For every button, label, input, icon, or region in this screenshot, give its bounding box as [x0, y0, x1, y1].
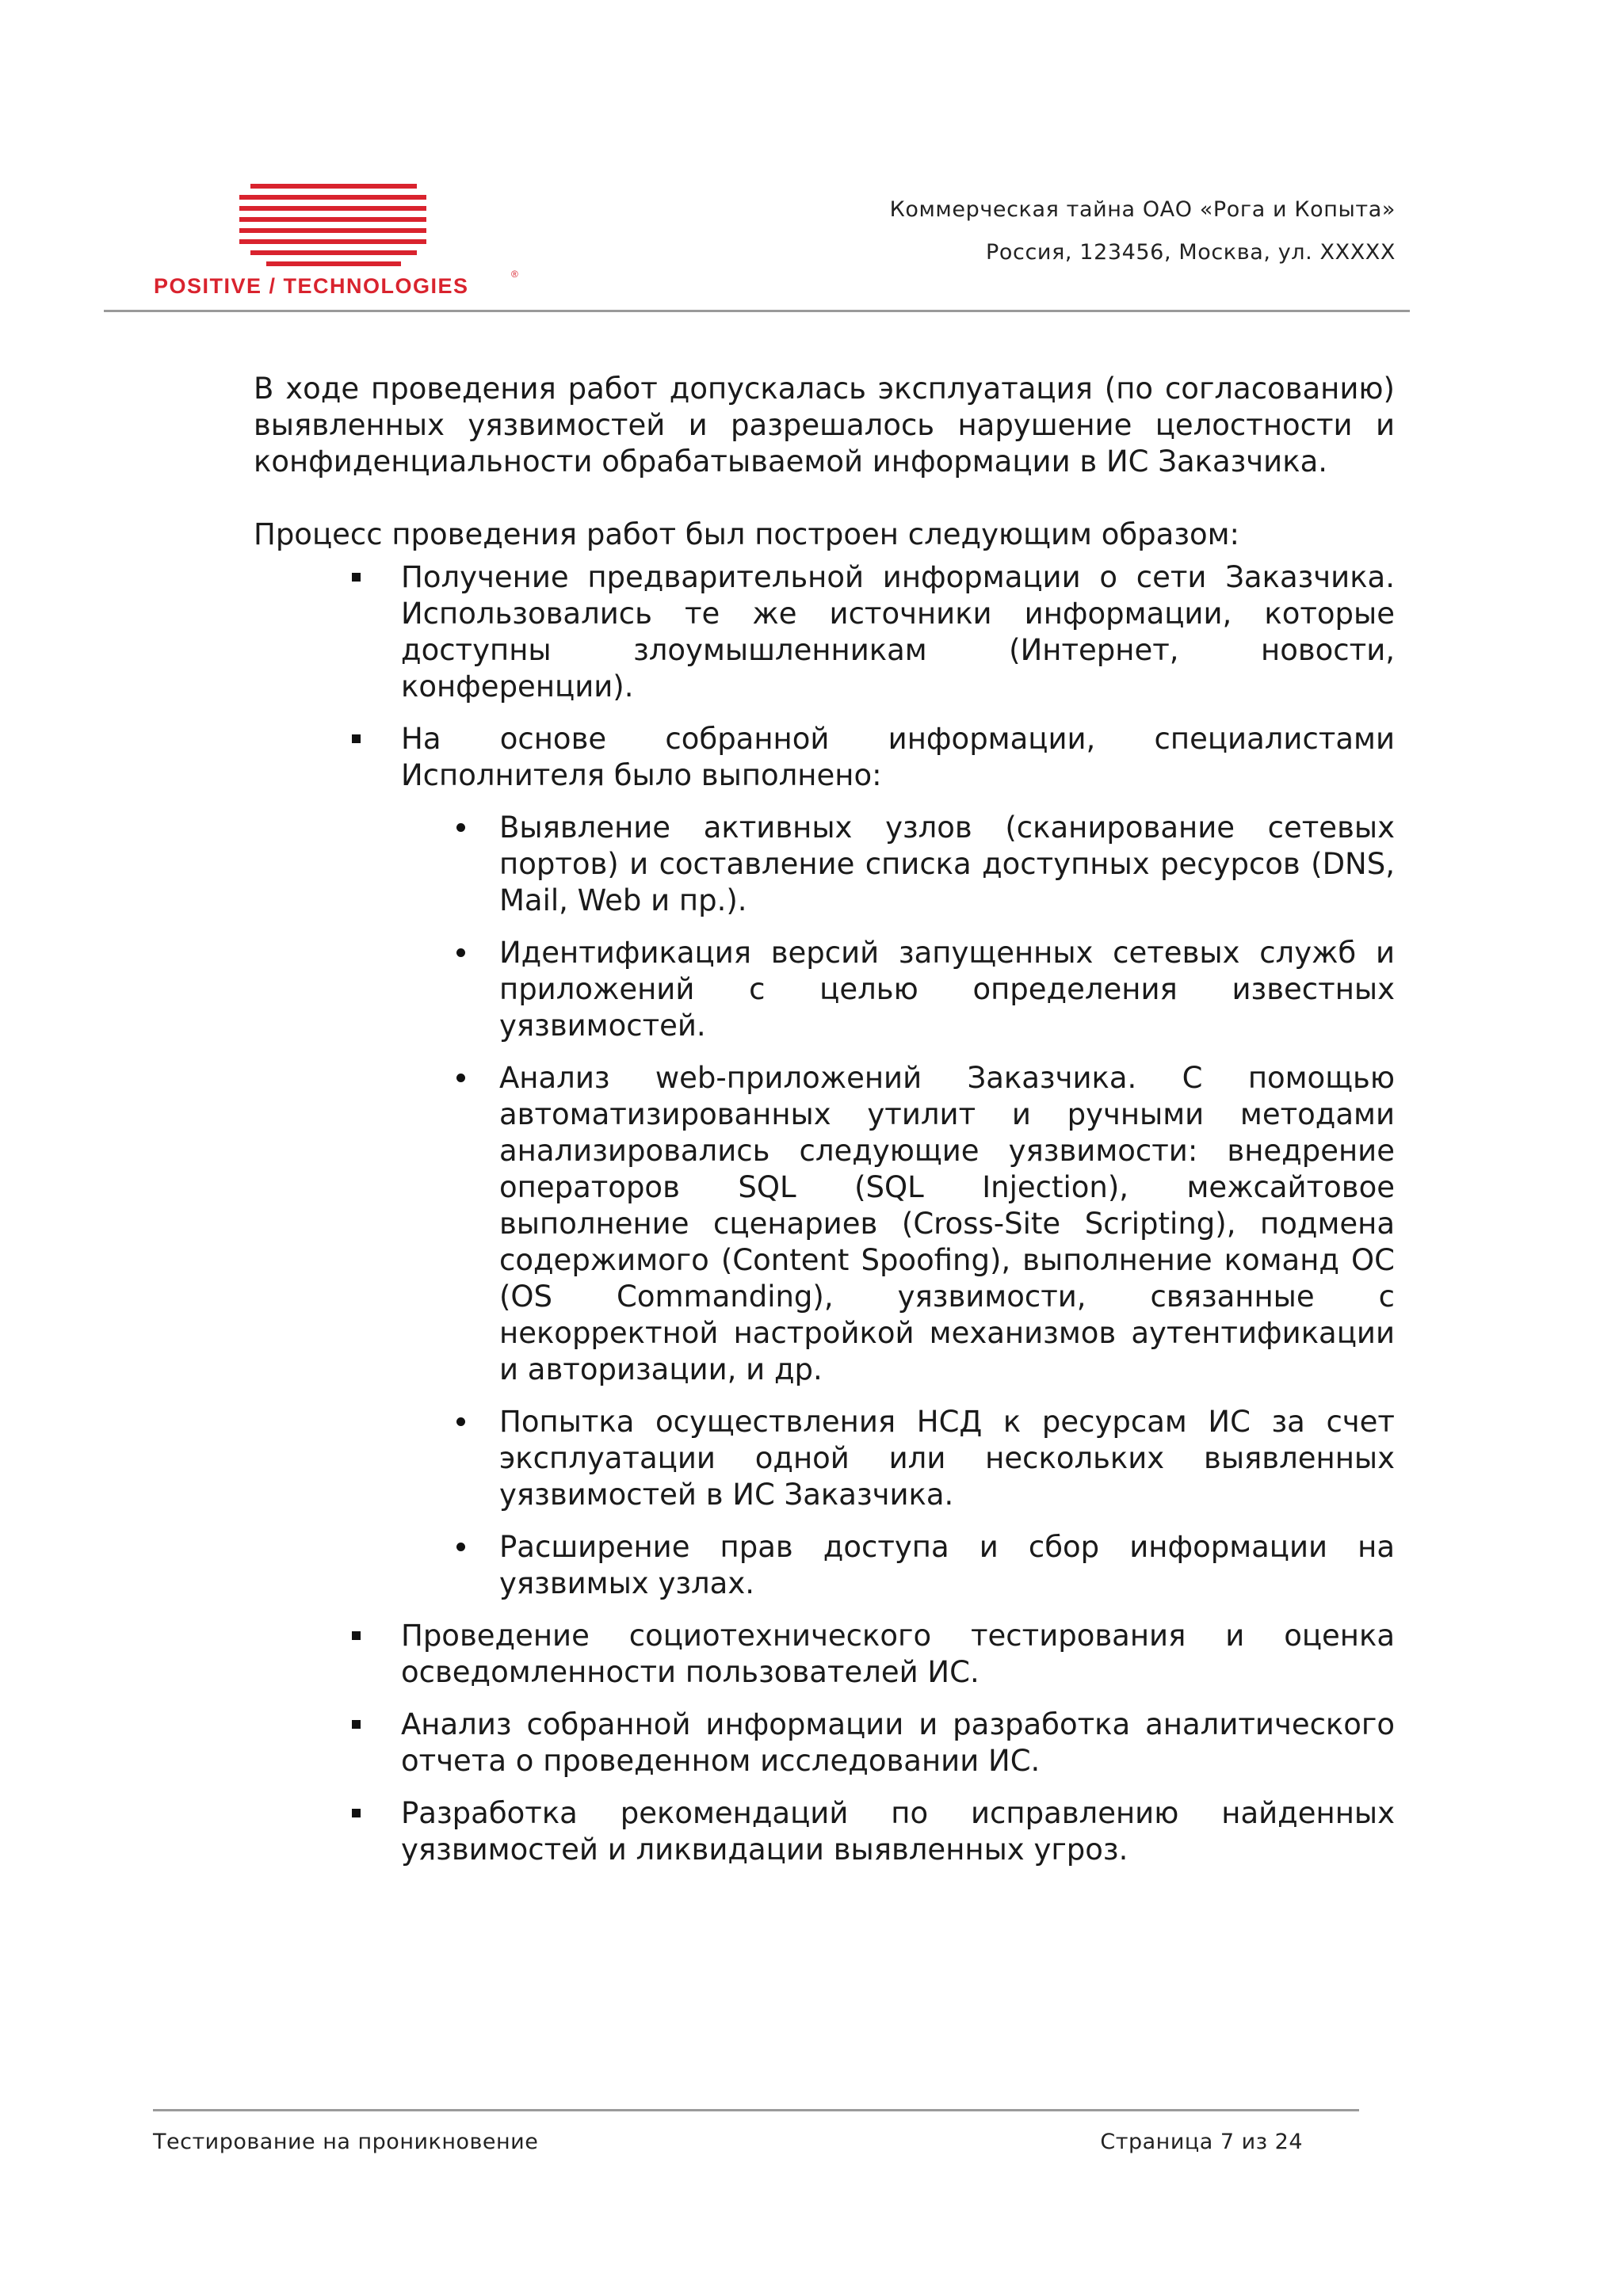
footer-divider: [153, 2109, 1359, 2111]
sub-list-item-text: Выявление активных узлов (сканирование сетевых портов) и составление списка доступных ресурсов (DNS, Mail, Web и пр.).: [499, 810, 1395, 917]
round-bullet-icon: [456, 823, 465, 832]
process-list: [254, 559, 1395, 1868]
list-item: [254, 559, 1395, 705]
list-item: [254, 1707, 1395, 1779]
list-item-text: Проведение социотехнического тестирования и оценка осведомленности пользователей ИС.: [401, 1619, 1395, 1689]
list-item-text: Получение предварительной информации о сети Заказчика. Использовались те же источники информации, которые доступны злоумышленникам (Интернет, новости, конференции).: [401, 560, 1395, 704]
list-item: [254, 1618, 1395, 1691]
sub-list-item-text: Расширение прав доступа и сбор информации на уязвимых узлах.: [499, 1530, 1395, 1600]
sub-list-item-text: Идентификация версий запущенных сетевых служб и приложений с целью определения известных уязвимостей.: [499, 936, 1395, 1043]
list-item: [254, 721, 1395, 1602]
logo-text: POSITIVE / TECHNOLOGIES: [154, 274, 469, 298]
sub-list-item: [401, 1529, 1395, 1602]
square-bullet-icon: [352, 1631, 361, 1640]
square-bullet-icon: [352, 734, 361, 743]
sub-list: [401, 810, 1395, 1602]
round-bullet-icon: [456, 1543, 465, 1551]
confidentiality-note: Коммерческая тайна ОАО «Рога и Копыта»: [889, 197, 1396, 222]
company-logo: [151, 184, 523, 299]
header-info: [890, 189, 1396, 274]
square-bullet-icon: [352, 1720, 361, 1729]
sub-list-item: [401, 1404, 1395, 1513]
sub-list-item: [401, 810, 1395, 919]
sub-list-item: [401, 1060, 1395, 1388]
square-bullet-icon: [352, 573, 361, 582]
round-bullet-icon: [456, 1074, 465, 1082]
round-bullet-icon: [456, 1417, 465, 1426]
document-body: [254, 371, 1395, 1884]
sub-list-item: [401, 935, 1395, 1044]
footer-doc-title: Тестирование на проникновение: [153, 2130, 539, 2154]
svg-text:®: ®: [511, 269, 518, 280]
header-divider: [104, 310, 1410, 312]
list-item-text: Разработка рекомендаций по исправлению найденных уязвимостей и ликвидации выявленных угроз.: [401, 1796, 1395, 1867]
round-bullet-icon: [456, 948, 465, 957]
list-item-text: Анализ собранной информации и разработка аналитического отчета о проведенном исследовании ИС.: [401, 1707, 1395, 1778]
list-item-text: На основе собранной информации, специалистами Исполнителя было выполнено:: [401, 722, 1395, 792]
intro-paragraph: В ходе проведения работ допускалась эксплуатация (по согласованию) выявленных уязвимостей и разрешалось нарушение целостности и конфиденциальности обрабатываемой информации в ИС Заказчика.: [254, 372, 1395, 479]
page-number: Страница 7 из 24: [1100, 2130, 1303, 2154]
square-bullet-icon: [352, 1809, 361, 1817]
sub-list-item-text: Попытка осуществления НСД к ресурсам ИС за счет эксплуатации одной или нескольких выявленных уязвимостей в ИС Заказчика.: [499, 1405, 1395, 1512]
company-address: Россия, 123456, Москва, ул. XXXXX: [986, 240, 1396, 265]
sub-list-item-text: Анализ web-приложений Заказчика. С помощью автоматизированных утилит и ручными методами анализировались следующие уязвимости: внедрение операторов SQL (SQL Injection), межсайтовое выполнение сценариев (Cross-Site Scripting), подмена содержимого (Content Spoofing), выполнение команд ОС (OS Commanding), уязвимости, связанные с некорректной настройкой механизмов аутентификации и авторизации, и др.: [499, 1061, 1395, 1386]
list-item: [254, 1795, 1395, 1868]
process-heading: Процесс проведения работ был построен следующим образом:: [254, 517, 1240, 551]
